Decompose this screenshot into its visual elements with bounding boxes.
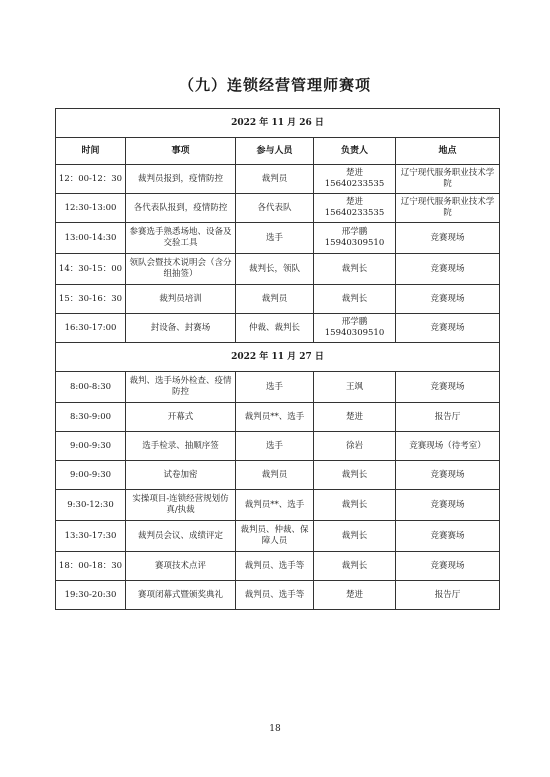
cell-responsible: 邢学鹏 15940309510 [314, 314, 396, 343]
cell-time: 12:30-13:00 [56, 194, 126, 223]
cell-location: 竞赛现场 [396, 461, 500, 490]
cell-responsible: 楚进 15640233535 [314, 165, 396, 194]
table-row [56, 552, 500, 581]
date-row [56, 343, 500, 372]
cell-responsible: 裁判长 [314, 254, 396, 285]
cell-location: 竞赛现场 [396, 254, 500, 285]
table-row [56, 461, 500, 490]
cell-item: 裁判员报到，疫情防控 [126, 165, 236, 194]
cell-participants: 各代表队 [236, 194, 314, 223]
cell-time: 16:30-17:00 [56, 314, 126, 343]
cell-location: 竞赛现场 [396, 223, 500, 254]
cell-time: 9:30-12:30 [56, 490, 126, 521]
cell-location: 报告厅 [396, 581, 500, 610]
table-row [56, 285, 500, 314]
cell-responsible: 裁判长 [314, 521, 396, 552]
cell-item: 领队会暨技术说明会（含分组抽签） [126, 254, 236, 285]
cell-item: 选手检录、抽顺序签 [126, 432, 236, 461]
cell-location: 竞赛现场 [396, 314, 500, 343]
cell-participants: 选手 [236, 372, 314, 403]
cell-time: 9:00-9:30 [56, 432, 126, 461]
cell-responsible: 楚进 [314, 581, 396, 610]
header-participants: 参与人员 [236, 138, 314, 165]
table-row [56, 403, 500, 432]
cell-responsible: 裁判长 [314, 552, 396, 581]
cell-responsible: 裁判长 [314, 461, 396, 490]
cell-participants: 裁判员 [236, 285, 314, 314]
cell-item: 裁判员培训 [126, 285, 236, 314]
cell-time: 8:30-9:00 [56, 403, 126, 432]
header-row [56, 138, 500, 165]
header-item: 事项 [126, 138, 236, 165]
cell-location: 竞赛现场 [396, 372, 500, 403]
cell-responsible: 裁判长 [314, 490, 396, 521]
table-row [56, 165, 500, 194]
date-row [56, 109, 500, 138]
cell-item: 赛项技术点评 [126, 552, 236, 581]
header-responsible: 负责人 [314, 138, 396, 165]
cell-location: 竞赛现场 [396, 552, 500, 581]
cell-item: 赛项闭幕式暨颁奖典礼 [126, 581, 236, 610]
date-cell: 2022 年 11 月 26 日 [56, 109, 500, 138]
schedule-table [55, 108, 500, 610]
cell-item: 封设备、封赛场 [126, 314, 236, 343]
cell-location: 竞赛现场 [396, 490, 500, 521]
cell-responsible: 邢学鹏 15940309510 [314, 223, 396, 254]
cell-item: 参赛选手熟悉场地、设备及交验工具 [126, 223, 236, 254]
cell-time: 15：30-16：30 [56, 285, 126, 314]
cell-participants: 裁判员**、选手 [236, 490, 314, 521]
cell-participants: 选手 [236, 432, 314, 461]
cell-item: 各代表队报到，疫情防控 [126, 194, 236, 223]
cell-location: 辽宁现代服务职业技术学院 [396, 194, 500, 223]
table-row [56, 432, 500, 461]
cell-participants: 裁判员 [236, 165, 314, 194]
page-number: 18 [269, 724, 281, 734]
cell-time: 13:00-14:30 [56, 223, 126, 254]
cell-item: 开幕式 [126, 403, 236, 432]
cell-responsible: 楚进 15640233535 [314, 194, 396, 223]
cell-participants: 仲裁、裁判长 [236, 314, 314, 343]
header-time: 时间 [56, 138, 126, 165]
cell-participants: 裁判员、选手等 [236, 552, 314, 581]
cell-time: 18：00-18：30 [56, 552, 126, 581]
cell-responsible: 楚进 [314, 403, 396, 432]
cell-participants: 裁判员**、选手 [236, 403, 314, 432]
table-row [56, 372, 500, 403]
cell-participants: 裁判员、选手等 [236, 581, 314, 610]
table-row [56, 223, 500, 254]
cell-time: 13:30-17:30 [56, 521, 126, 552]
cell-item: 裁判、选手场外检查、疫情防控 [126, 372, 236, 403]
cell-location: 报告厅 [396, 403, 500, 432]
cell-participants: 裁判员、仲裁、保障人员 [236, 521, 314, 552]
cell-time: 8:00-8:30 [56, 372, 126, 403]
cell-time: 14：30-15：00 [56, 254, 126, 285]
table-row [56, 490, 500, 521]
cell-responsible: 裁判长 [314, 285, 396, 314]
cell-item: 实操项目-连锁经营规划仿真/执裁 [126, 490, 236, 521]
table-row [56, 194, 500, 223]
cell-time: 9:00-9:30 [56, 461, 126, 490]
cell-responsible: 王飒 [314, 372, 396, 403]
cell-location: 辽宁现代服务职业技术学院 [396, 165, 500, 194]
cell-location: 竞赛赛场 [396, 521, 500, 552]
cell-location: 竞赛现场 [396, 285, 500, 314]
date-cell: 2022 年 11 月 27 日 [56, 343, 500, 372]
cell-participants: 裁判长，领队 [236, 254, 314, 285]
table-row [56, 254, 500, 285]
cell-time: 12：00-12：30 [56, 165, 126, 194]
header-location: 地点 [396, 138, 500, 165]
table-row [56, 314, 500, 343]
cell-time: 19:30-20:30 [56, 581, 126, 610]
cell-item: 试卷加密 [126, 461, 236, 490]
cell-participants: 裁判员 [236, 461, 314, 490]
table-row [56, 581, 500, 610]
table-row [56, 521, 500, 552]
page-title: （九）连锁经营管理师赛项 [178, 76, 371, 94]
cell-item: 裁判员会议、成绩评定 [126, 521, 236, 552]
cell-location: 竞赛现场（待考室） [396, 432, 500, 461]
cell-participants: 选手 [236, 223, 314, 254]
cell-responsible: 徐岩 [314, 432, 396, 461]
